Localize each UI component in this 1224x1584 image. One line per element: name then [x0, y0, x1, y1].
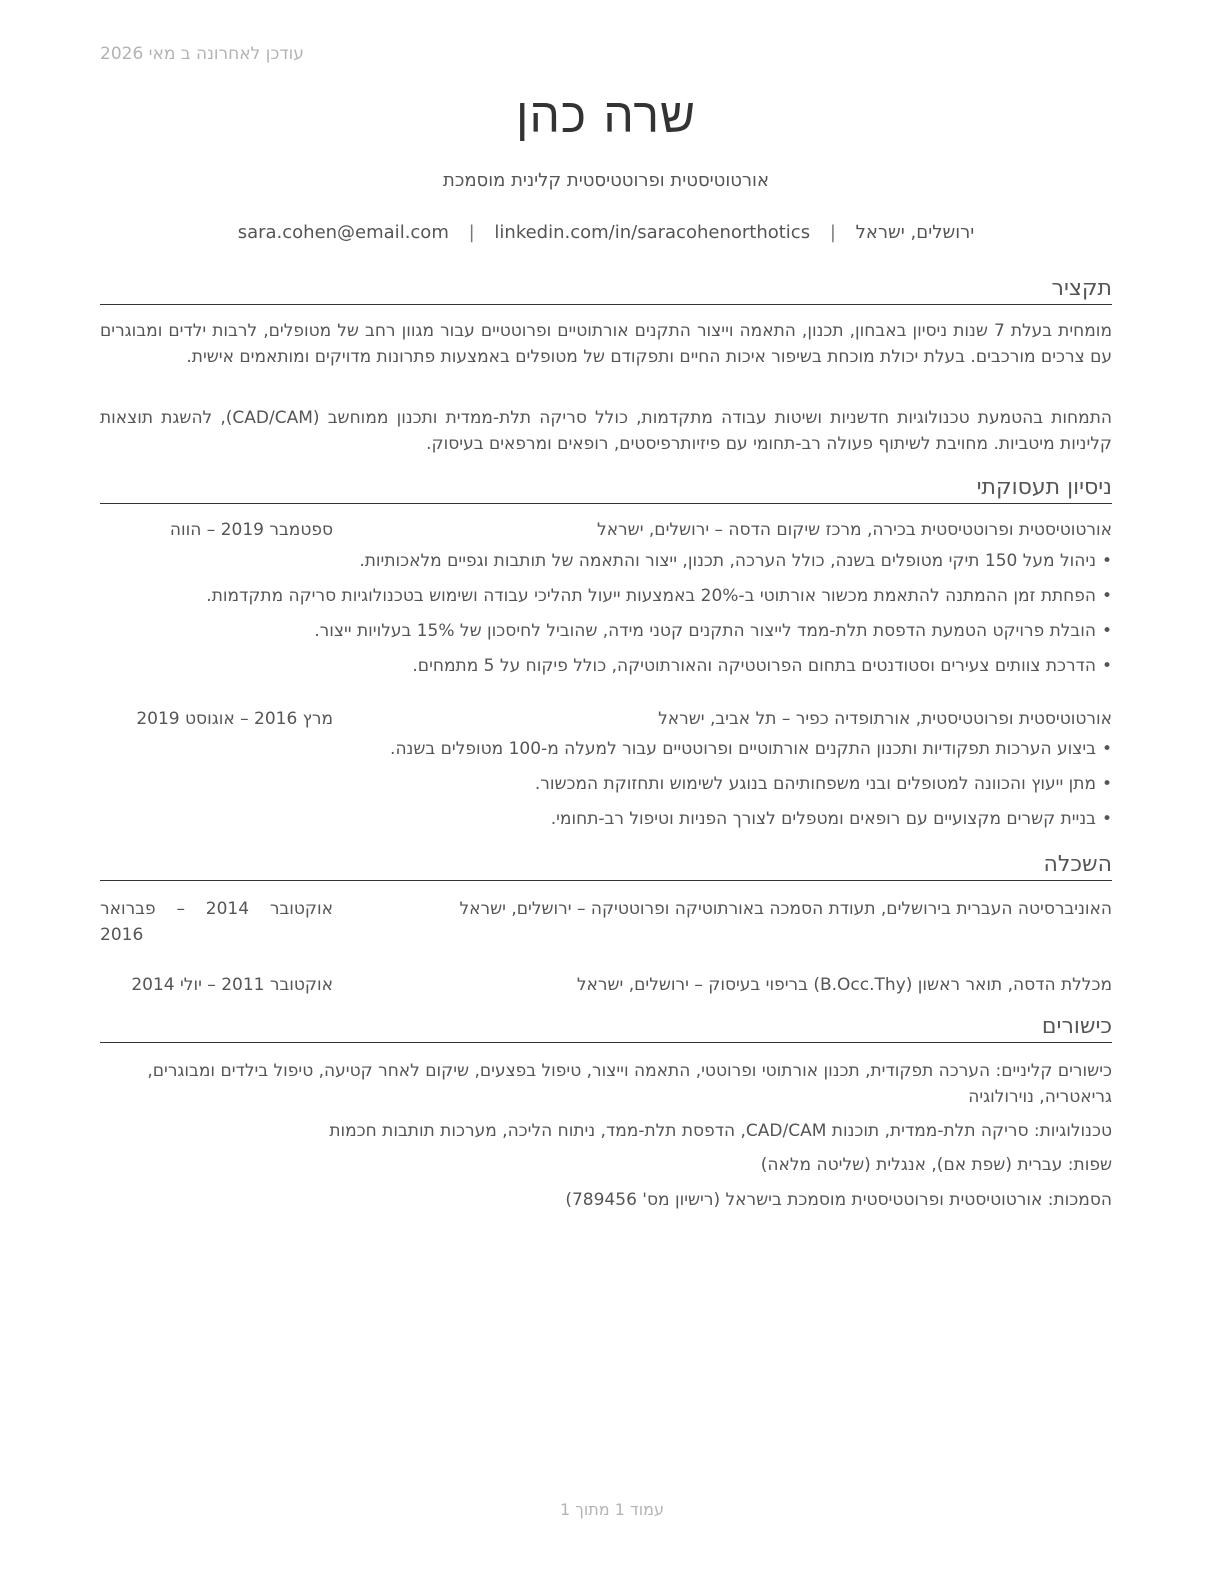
- skill-line: כישורים קליניים: הערכה תפקודית, תכנון אורתוטי ופרוטטי, התאמה וייצור, טיפול בפצעים, שיקום לאחר קטיעה, טיפול בילדים ומבוגרים, גריאטריה, נוירולוגיה: [147, 1061, 1112, 1107]
- job-bullet-list: [100, 548, 1112, 688]
- job-dates: ספטמבר 2019 – הווה: [169, 520, 333, 540]
- skill-line: שפות: עברית (שפת אם), אנגלית (שליטה מלאה): [760, 1155, 1112, 1175]
- job-bullet: • הפחתת זמן ההמתנה להתאמת מכשור אורתוטי ב-20% באמצעות ייעול תהליכי עבודה ושימוש בטכנולוגיות סריקה מתקדמות.: [100, 583, 1112, 618]
- experience-heading: ניסיון תעסוקתי: [100, 475, 1112, 504]
- job-dates: מרץ 2016 – אוגוסט 2019: [136, 709, 333, 729]
- summary-paragraph-2: התמחות בהטמעת טכנולוגיות חדשניות ושיטות עבודה מתקדמות, כולל סריקה תלת-ממדית ותכנון ממוחשב (CAD/CAM), להשגת תוצאות קליניות מיטביות. מחויבת לשיתוף פעולה רב-תחומי עם פיזיותרפיסטים, רופאים ומרפאים בעיסוק.: [100, 408, 1112, 454]
- education-heading: השכלה: [100, 852, 1112, 881]
- job-bullet: • הדרכת צוותים צעירים וסטודנטים בתחום הפרוטטיקה והאורתוטיקה, כולל פיקוח על 5 מתמחים.: [100, 653, 1112, 688]
- job-title: אורטוטיסטית ופרוטטיסטית, אורתופדיה כפיר – תל אביב, ישראל: [658, 709, 1112, 729]
- job-bullet: • ניהול מעל 150 תיקי מטופלים בשנה, כולל הערכה, תכנון, ייצור והתאמה של תותבות וגפיים מלאכותיות.: [100, 548, 1112, 583]
- job-bullet: • בניית קשרים מקצועיים עם רופאים ומטפלים לצורך הפניות וטיפול רב-תחומי.: [100, 806, 1112, 841]
- job-title: אורטוטיסטית ופרוטטיסטית בכירה, מרכז שיקום הדסה – ירושלים, ישראל: [597, 520, 1112, 540]
- last-updated-note: עודכן לאחרונה ב מאי 2026: [100, 44, 304, 64]
- job-bullet: • ביצוע הערכות תפקודיות ותכנון התקנים אורתוטיים ופרוטטיים עבור למעלה מ-100 מטופלים בשנה.: [100, 736, 1112, 771]
- summary-heading: תקציר: [100, 276, 1112, 305]
- skill-line: טכנולוגיות: סריקה תלת-ממדית, תוכנות CAD/CAM, הדפסת תלת-ממד, ניתוח הליכה, מערכות תותבות חכמות: [329, 1121, 1112, 1141]
- education-dates: אוקטובר 2014 – פברואר 2016: [100, 899, 333, 945]
- contact-email-link[interactable]: sara.cohen@email.com: [237, 222, 449, 243]
- skills-heading: כישורים: [100, 1014, 1112, 1043]
- contact-separator: |: [468, 222, 475, 243]
- contact-line: [100, 222, 1112, 243]
- education-title: האוניברסיטה העברית בירושלים, תעודת הסמכה באורתוטיקה ופרוטטיקה – ירושלים, ישראל: [459, 899, 1112, 919]
- page-number: עמוד 1 מתוך 1: [560, 1500, 664, 1519]
- contact-location: ירושלים, ישראל: [855, 222, 975, 243]
- candidate-subtitle: אורטוטיסטית ופרוטטיסטית קלינית מוסמכת: [442, 170, 769, 191]
- candidate-name: שרה כהן: [515, 88, 696, 144]
- job-bullet: • מתן ייעוץ והכוונה למטופלים ובני משפחותיהם בנוגע לשימוש ותחזוקת המכשור.: [100, 771, 1112, 806]
- contact-separator: |: [829, 222, 836, 243]
- education-title: מכללת הדסה, תואר ראשון (B.Occ.Thy) בריפוי בעיסוק – ירושלים, ישראל: [576, 975, 1112, 995]
- contact-linkedin-link[interactable]: linkedin.com/in/saracohenorthotics: [494, 222, 811, 243]
- education-dates: אוקטובר 2011 – יולי 2014: [131, 975, 333, 995]
- skill-line: הסמכות: אורטוטיסטית ופרוטטיסטית מוסמכת בישראל (רישיון מס' 789456): [565, 1190, 1112, 1210]
- job-bullet-list: [100, 736, 1112, 841]
- summary-paragraph-1: מומחית בעלת 7 שנות ניסיון באבחון, תכנון, התאמה וייצור התקנים אורתוטיים ופרוטטיים עבור מגוון רחב של מטופלים, לרבות ילדים ומבוגרים עם צרכים מורכבים. בעלת יכולת מוכחת בשיפור איכות החיים ותפקודם של מטופלים באמצעות פתרונות מדויקים ומותאמים אישית.: [100, 321, 1112, 367]
- job-bullet: • הובלת פרויקט הטמעת הדפסת תלת-ממד לייצור התקנים קטני מידה, שהוביל לחיסכון של 15% בעלויות ייצור.: [100, 618, 1112, 653]
